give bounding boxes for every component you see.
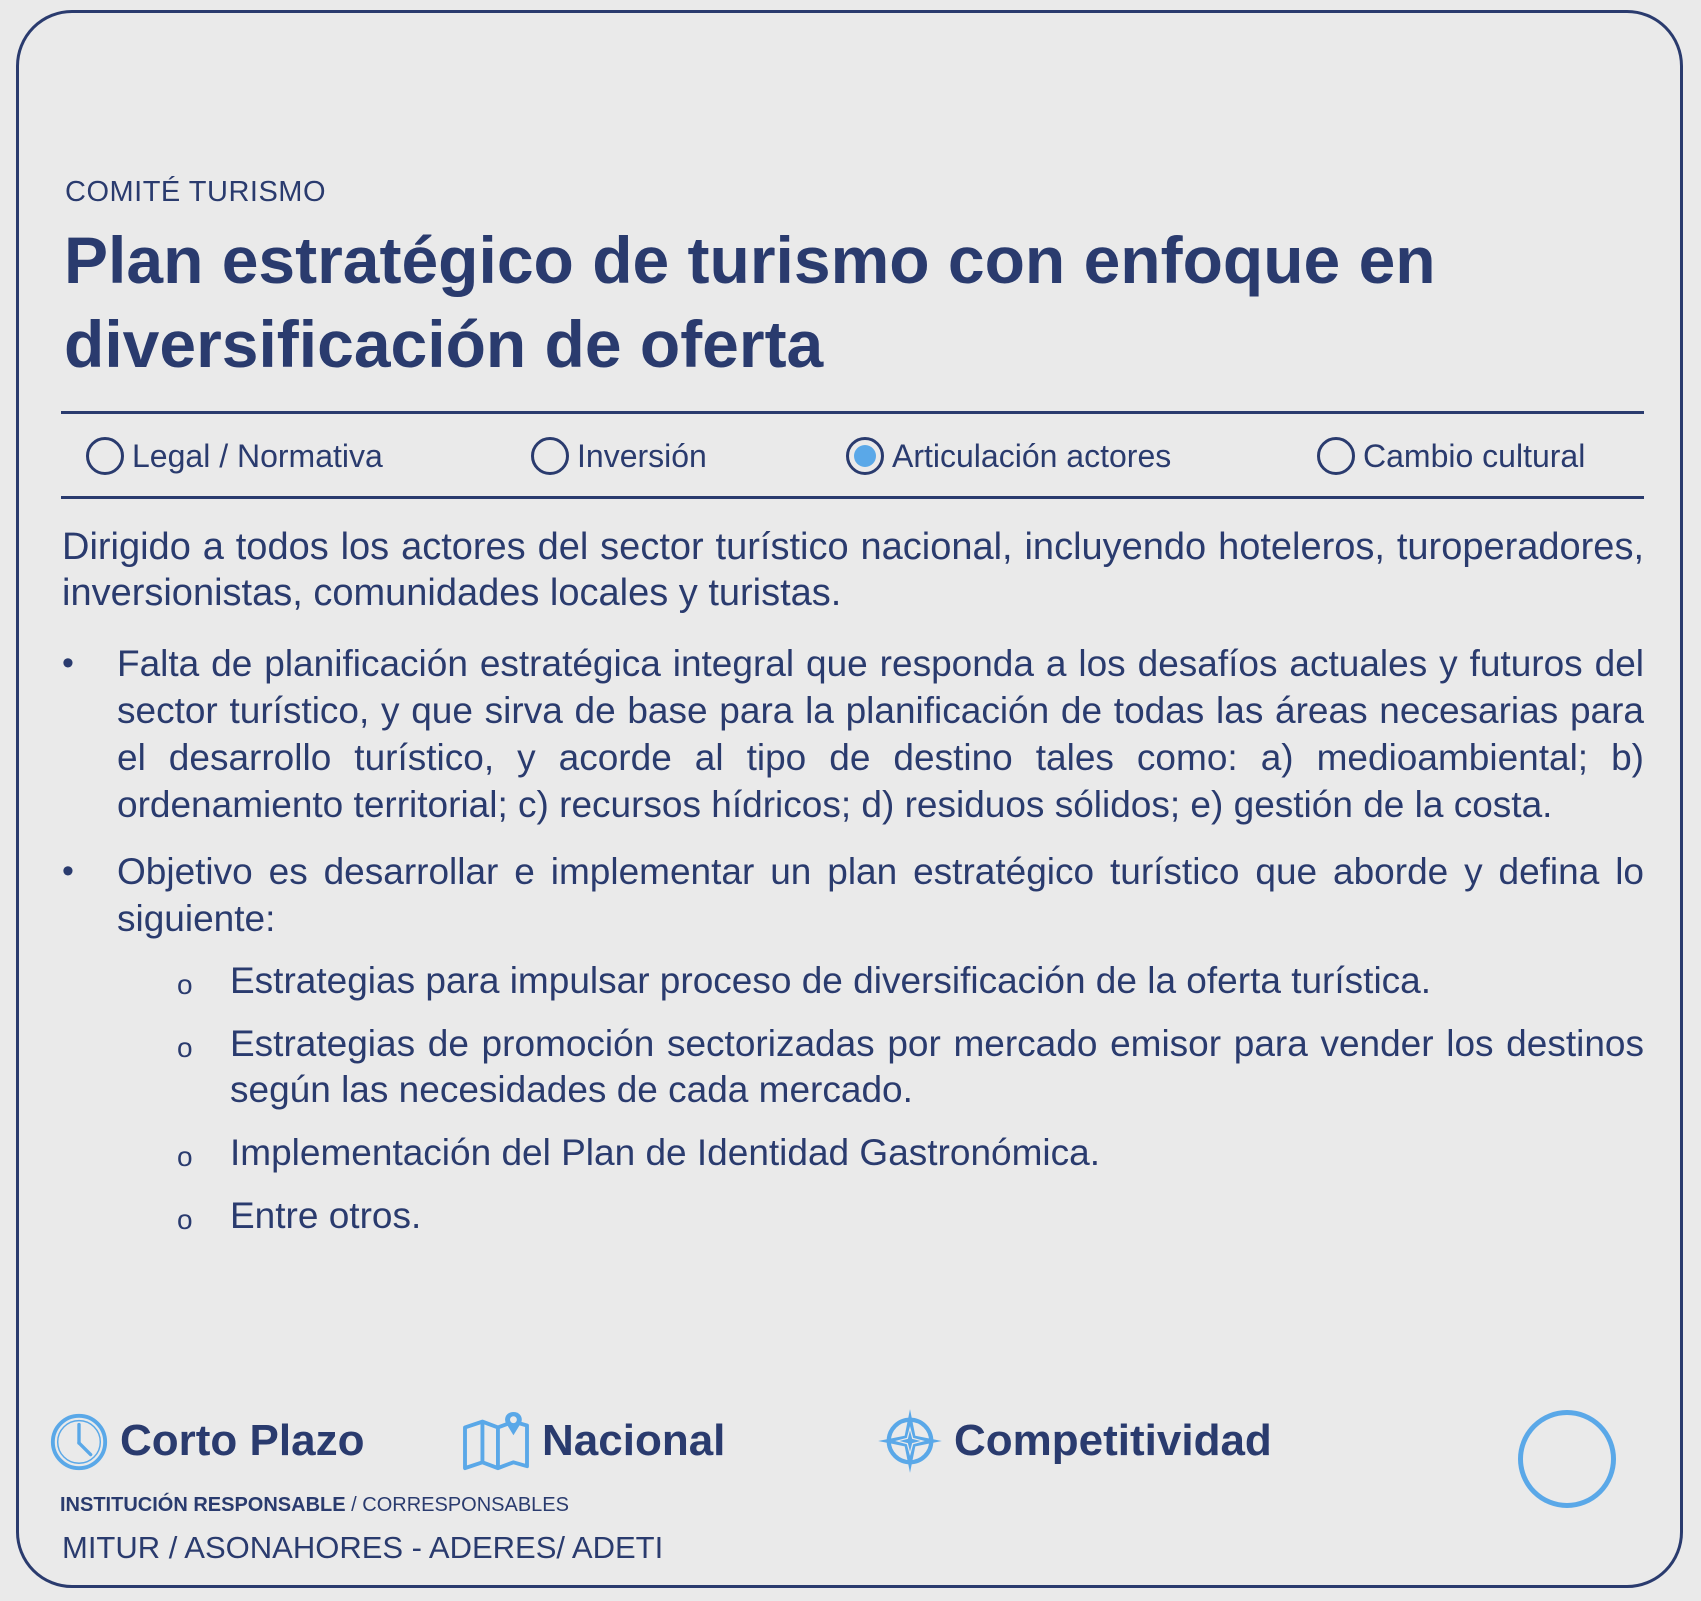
status-circle [1518,1410,1616,1508]
option-cambio-cultural[interactable] [1317,432,1585,480]
list-item [62,640,1644,828]
divider-top [61,411,1644,414]
meta-axis [876,1406,1272,1476]
bullet-text: Objetivo es desarrollar e implementar un plan estratégico turístico que aborde y defina lo siguiente: [117,851,1644,939]
bullet-text: Falta de planificación estratégica integral que responda a los desafíos actuales y futuros del sector turístico, y que sirva de base para la planificación de todas las áreas necesarias para el desarrollo turístico, y acorde al tipo de destino tales como: a) medioambiental; b) ordenamiento territorial; c) recursos hídricos; d) residuos sólidos; e) gestión de la costa. [117,643,1644,825]
divider-bottom [61,496,1644,499]
meta-term [48,1406,364,1476]
list-item [62,848,1644,1239]
axis-label: Competitividad [954,1416,1272,1465]
responsible-rest: / ASONAHORES - ADERES/ ADETI [160,1530,664,1565]
responsible-label-sub: CORRESPONSABLES [362,1494,569,1516]
sub-list-item: o Estrategias para impulsar proceso de diversificación de la oferta turística. [117,958,1644,1004]
sub-list-item: o Estrategias de promoción sectorizadas por mercado emisor para vender los destinos según las necesidades de cada mercado. [117,1021,1644,1113]
category-options [0,432,1701,482]
bullet-list [62,640,1644,1259]
radio-checked-icon[interactable] [846,437,884,475]
option-inversion[interactable] [531,432,707,480]
responsible-institutions [62,1530,663,1566]
responsible-main: MITUR [62,1530,161,1565]
compass-rose-icon [876,1407,944,1475]
option-label: Articulación actores [892,437,1172,474]
sub-list-item: o Implementación del Plan de Identidad Gastronómica. [117,1130,1644,1176]
sub-list-item: o Entre otros. [117,1193,1644,1239]
scope-label: Nacional [542,1416,726,1465]
responsible-label [60,1494,569,1517]
option-articulacion-actores[interactable] [846,432,1171,480]
option-label: Legal / Normativa [132,437,383,474]
radio-dot-icon [854,445,876,467]
responsible-label-sep: / [345,1494,363,1516]
responsible-label-main: INSTITUCIÓN RESPONSABLE [60,1494,346,1516]
radio-unchecked-icon[interactable] [86,437,124,475]
clock-icon [48,1410,110,1472]
page-title: Plan estratégico de turismo con enfoque en diversificación de oferta [64,223,1436,381]
map-icon [460,1410,532,1472]
committee-label: COMITÉ TURISMO [65,176,327,208]
option-label: Cambio cultural [1363,437,1586,474]
option-legal-normativa[interactable] [86,432,383,480]
meta-scope [460,1406,725,1476]
sub-list [117,958,1644,1239]
term-label: Corto Plazo [120,1416,365,1465]
radio-unchecked-icon[interactable] [531,437,569,475]
option-label: Inversión [577,437,707,474]
radio-unchecked-icon[interactable] [1317,437,1355,475]
intro-text: Dirigido a todos los actores del sector turístico nacional, incluyendo hoteleros, turoperadores, inversionistas, comunidades locales y turistas. [62,526,1644,614]
